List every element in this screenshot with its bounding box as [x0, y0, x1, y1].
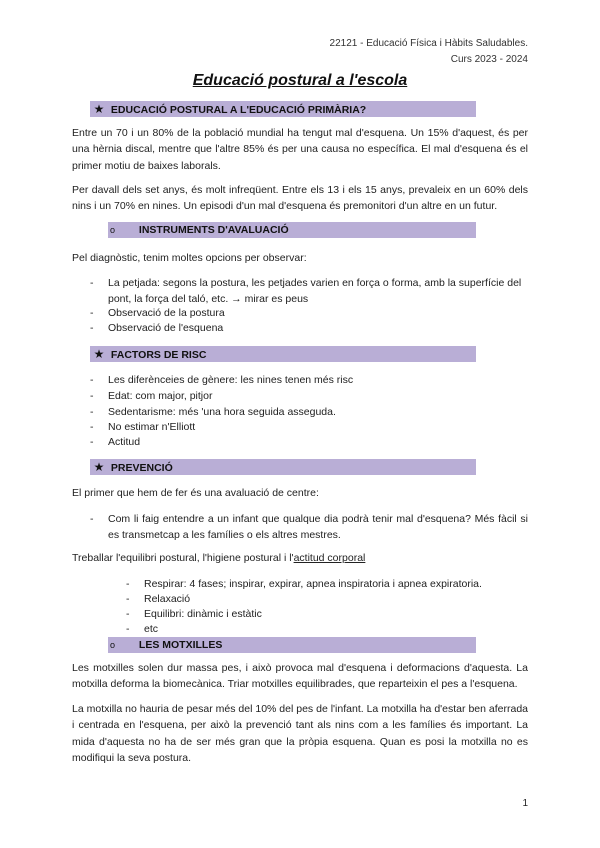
page-title: Educació postural a l'escola [192, 72, 408, 89]
dash-bullet: - [90, 513, 94, 525]
section-heading-instruments [108, 222, 476, 238]
paragraph: Entre un 70 i un 80% de la població mundial ha tengut mal d'esquena. Un 15% d'aquest, és per una hèrnia discal, mentre que l'altre 85% és per una causa no específica. El mal d'esquena és el primer motiu de baixes laborals. [72, 127, 528, 172]
dash-bullet: - [126, 593, 130, 605]
list-item: La petjada: segons la postura, les petjades varien en força o forma, amb la superfície del pont, la força del taló, etc. → mirar es peus [108, 277, 522, 305]
list-item: Observació de la postura [108, 307, 225, 319]
sub-list-item: Equilibri: dinàmic i estàtic [144, 608, 262, 620]
circle-bullet-icon: o [110, 225, 116, 235]
paragraph [72, 550, 528, 566]
star-icon: ★ [93, 460, 105, 474]
paragraph: La motxilla no hauria de pesar més del 10% del pes de l'infant. La motxilla ha d'estar ben aferrada i centrada en l'esquena, per això la prevenció tant als nins com a les famílies és important. La mida d'aquesta no ha de ser més gran que la pròpia esquena. Quan es posi la motxilla no es modifiqui la seva postura. [72, 703, 528, 764]
list-item: Les diferènceies de gènere: les nines tenen més risc [108, 374, 354, 386]
paragraph: El primer que hem de fer és una avaluació de centre: [72, 487, 319, 499]
list-item: Sedentarisme: més 'una hora seguida asseguda. [108, 406, 336, 418]
section-heading-text: PREVENCIÓ [110, 462, 173, 474]
list-item: Edat: com major, pitjor [108, 390, 213, 402]
section-heading-text: FACTORS DE RISC [110, 349, 207, 361]
section-heading-prevencio [90, 459, 476, 475]
sub-list-item: Respirar: 4 fases; inspirar, expirar, apnea inspiratoria i apnea expiratoria. [144, 578, 482, 590]
header-course: 22121 - Educació Física i Hàbits Saludables. [329, 38, 528, 49]
section-heading-motxilles [108, 637, 476, 653]
paragraph-text: Treballar l'equilibri postural, l'higiene postural i l' [72, 552, 294, 564]
dash-bullet: - [90, 277, 94, 289]
dash-bullet: - [126, 623, 130, 635]
section-heading-primaria [90, 101, 476, 117]
star-icon: ★ [93, 102, 105, 116]
circle-bullet-icon: o [110, 640, 116, 650]
dash-bullet: - [90, 390, 94, 402]
list-item: Actitud [108, 436, 141, 448]
paragraph: Pel diagnòstic, tenim moltes opcions per observar: [72, 252, 307, 264]
dash-bullet: - [126, 608, 130, 620]
section-heading-text: EDUCACIÓ POSTURAL A L'EDUCACIÓ PRIMÀRIA? [110, 104, 367, 116]
star-icon: ★ [93, 347, 105, 361]
dash-bullet: - [90, 374, 94, 386]
dash-bullet: - [90, 406, 94, 418]
section-heading-factors [90, 346, 476, 362]
section-heading-text: INSTRUMENTS D'AVALUACIÓ [138, 224, 289, 236]
sub-list-item: Relaxació [144, 593, 191, 605]
underlined-term: actitud corporal [293, 552, 366, 564]
dash-bullet: - [126, 578, 130, 590]
dash-bullet: - [90, 322, 94, 334]
list-item: Com li faig entendre a un infant que qualque dia podrà tenir mal d'esquena? Més fàcil si es transmetcap a les famílies o els altres mestres. [108, 513, 528, 541]
dash-bullet: - [90, 307, 94, 319]
dash-bullet: - [90, 421, 94, 433]
page-number: 1 [522, 798, 528, 809]
list-item: Observació de l'esquena [108, 322, 224, 334]
section-heading-text: LES MOTXILLES [138, 639, 223, 651]
paragraph: Les motxilles solen dur massa pes, i això provoca mal d'esquena i deformacions d'aquesta. La motxilla deforma la biomecànica. Triar motxilles equilibrades, que reparteixin el pes a l'esquena. [72, 662, 528, 691]
list-item: No estimar n'Elliott [108, 421, 196, 433]
sub-list-item: etc [144, 623, 159, 635]
dash-bullet: - [90, 436, 94, 448]
header-year: Curs 2023 - 2024 [450, 54, 528, 65]
paragraph: Per davall dels set anys, és molt infreqüent. Entre els 13 i els 15 anys, prevaleix en un 60% dels nins i un 70% en nines. Un episodi d'un mal d'esquena és premonitori d'un altre en un futur. [72, 184, 528, 213]
